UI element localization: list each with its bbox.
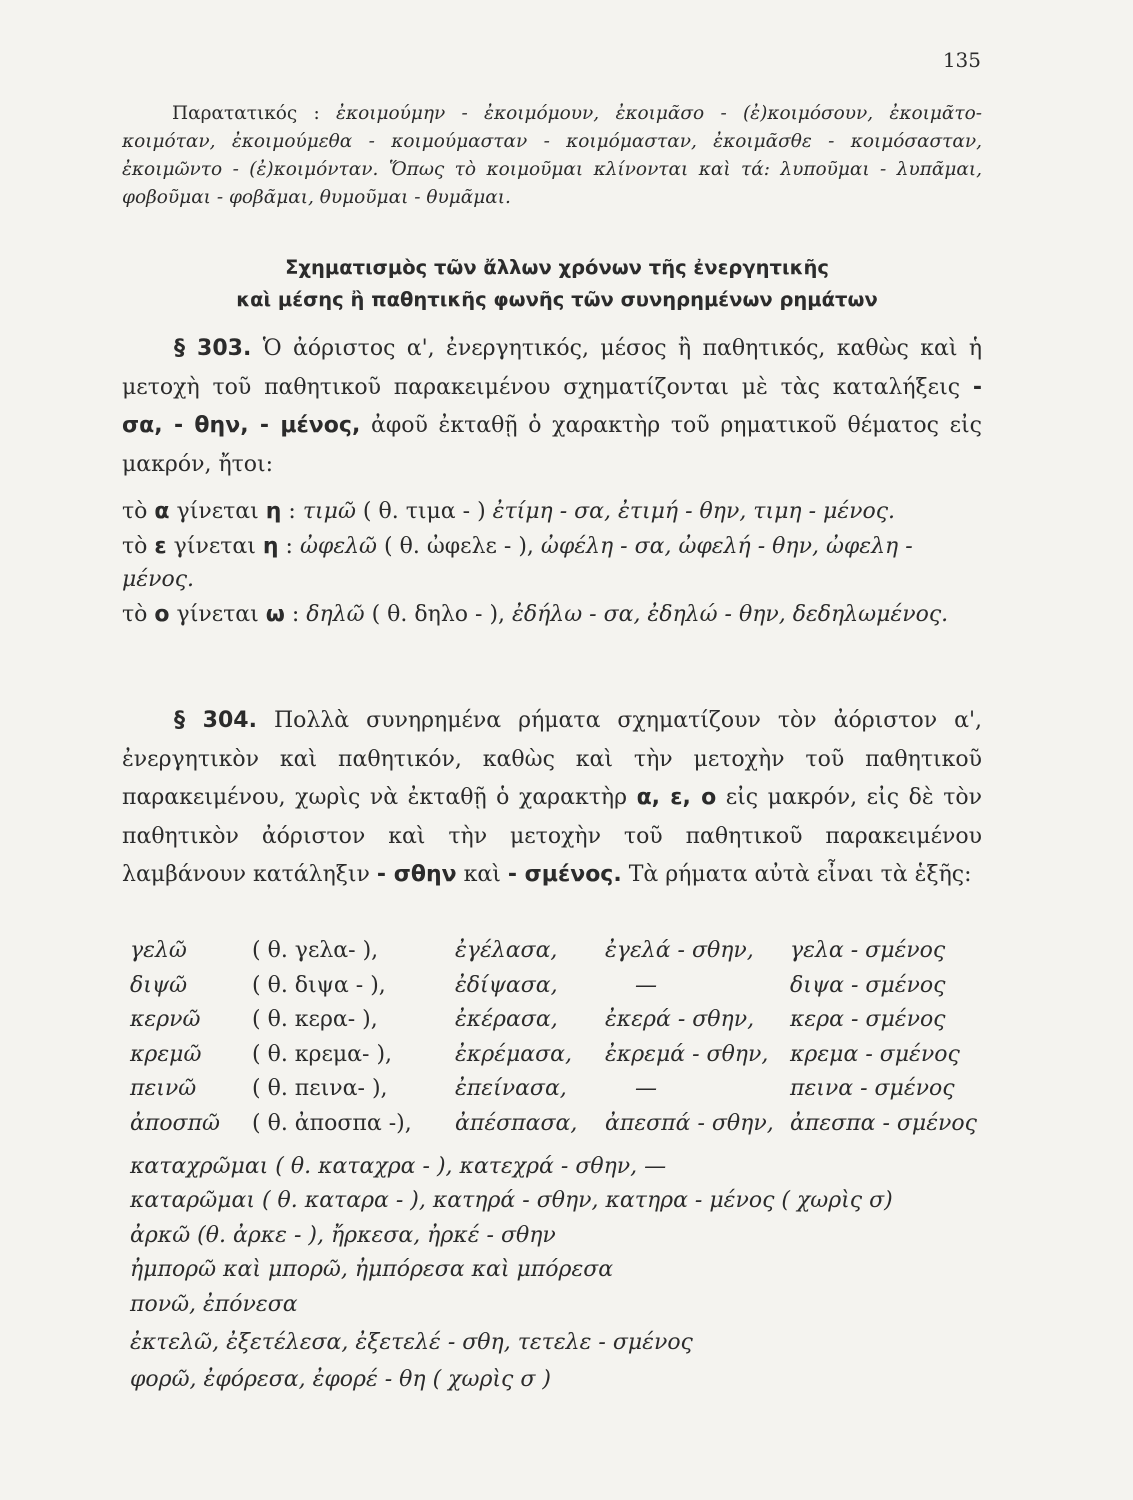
rule-example-theme: ( θ. τιμα - ) xyxy=(362,499,486,524)
passive-aorist-cell: — xyxy=(635,1076,657,1101)
rule-example-theme: ( θ. ὠφελε - ), xyxy=(384,534,534,559)
aorist-cell: ἀπέσπασα, xyxy=(455,1110,578,1136)
participle-cell: γελα - σμένος xyxy=(790,938,946,963)
passive-aorist-cell: ἐγελά - σθην, xyxy=(605,938,754,963)
heading-line-1: Σχηματισμὸς τῶν ἄλλων χρόνων τῆς ἐνεργητικῆς xyxy=(285,256,829,279)
section-heading xyxy=(122,252,992,316)
rule-vowel-from: ε xyxy=(154,534,167,559)
rule-article: τὸ xyxy=(122,534,148,559)
heading-line-2: καὶ μέσης ἢ παθητικῆς φωνῆς τῶν συνηρημένων ρημάτων xyxy=(236,288,878,311)
verb-table xyxy=(130,938,990,1145)
aorist-cell: ἐγέλασα, xyxy=(455,938,558,963)
theme-cell: ( θ. πεινα- ), xyxy=(252,1076,388,1101)
rule-vowel-to: ω xyxy=(265,602,285,627)
p304-text-1: Πολλὰ συνηρημένα ρήματα σχηματίζουν τὸν ἀόριστον α', ἐνεργητικὸν καὶ παθητικόν, καθὼς καὶ τὴν μετοχὴν τοῦ παθητικοῦ παρακειμένου, χωρὶς νὰ ἐκταθῇ ὁ χαρακτὴρ xyxy=(122,708,982,810)
theme-cell: ( θ. γελα- ), xyxy=(252,938,379,963)
aorist-cell: ἐκέρασα, xyxy=(455,1007,558,1032)
passive-aorist-cell: ἐκερά - σθην, xyxy=(605,1007,755,1032)
extra-verb-line: ἐκτελῶ, ἐξετέλεσα, ἐξετελέ - σθη, τετελε - σμένος xyxy=(130,1330,693,1355)
extra-verb-line: πονῶ, ἐπόνεσα xyxy=(130,1292,298,1317)
page-number: 135 xyxy=(942,48,981,72)
rule-example-forms: ἐδήλω - σα, ἐδηλώ - θην, δεδηλωμένος. xyxy=(512,602,949,627)
rule-example-forms: ὠφέλη - σα, ὠφελή - θην, ὠφελη - μένος. xyxy=(122,534,913,592)
rule-verb-text: γίνεται xyxy=(176,602,259,627)
section-number-303: § 303. xyxy=(174,336,252,361)
rule-vowel-to: η xyxy=(262,534,279,559)
table-row xyxy=(130,1042,990,1077)
extra-verb-line: φορῶ, ἐφόρεσα, ἐφορέ - θη ( χωρὶς σ ) xyxy=(130,1367,551,1392)
participle-cell: πεινα - σμένος xyxy=(790,1076,955,1101)
rule-verb-text: γίνεται xyxy=(173,534,256,559)
extra-verb-line: καταρῶμαι ( θ. καταρα - ), κατηρά - σθην, κατηρα - μένος ( χωρὶς σ) xyxy=(130,1188,893,1213)
rule-article: τὸ xyxy=(122,602,148,627)
p303-text-1: Ὁ ἀόριστος α', ἐνεργητικός, μέσος ἢ παθητικός, καθὼς καὶ ἡ μετοχὴ τοῦ παθητικοῦ παρακειμένου σχηματίζονται μὲ τὰς καταλήξεις xyxy=(122,336,983,400)
passive-aorist-cell: ἐκρεμά - σθην, xyxy=(605,1041,769,1067)
p303-endings: - σα, - θην, - μένος, xyxy=(122,374,982,438)
rule-vowel-from: α xyxy=(154,499,170,524)
verb-cell: ἀποσπῶ xyxy=(130,1110,220,1136)
p304-text-2: εἰς μακρόν, εἰς δὲ τὸν παθητικὸν ἀόριστον καὶ τὴν μετοχὴν τοῦ παθητικοῦ παρακειμένου λαμβάνουν κατάληξιν xyxy=(122,785,982,887)
rule-example-verb: τιμῶ xyxy=(302,499,356,524)
imperfect-note: Ὅπως τὸ κοιμοῦμαι κλίνονται καὶ τά: λυποῦμαι - λυπᾶμαι, φοβοῦμαι - φοβᾶμαι, θυμοῦμαι - θυμᾶμαι. xyxy=(122,159,982,208)
rule-example-verb: ὠφελῶ xyxy=(299,534,378,559)
table-row xyxy=(130,973,990,1008)
rule-example-verb: δηλῶ xyxy=(306,602,365,627)
extra-verb-line: ἠμπορῶ καὶ μπορῶ, ἠμπόρεσα καὶ μπόρεσα xyxy=(130,1257,614,1282)
table-row xyxy=(130,1007,990,1042)
extra-verb-line: ἀρκῶ (θ. ἀρκε - ), ἤρκεσα, ἠρκέ - σθην xyxy=(130,1223,556,1248)
rule-vowel-from: ο xyxy=(154,602,170,627)
rule-verb-text: γίνεται xyxy=(176,499,259,524)
theme-cell: ( θ. κερα- ), xyxy=(252,1007,378,1032)
rule-colon: : xyxy=(291,602,300,627)
rule-row xyxy=(122,530,982,596)
verb-cell: γελῶ xyxy=(130,938,187,963)
table-row xyxy=(130,1111,990,1146)
passive-aorist-cell: ἀπεσπά - σθην, xyxy=(605,1110,774,1136)
imperfect-label: Παρατατικός : xyxy=(172,103,320,124)
verb-cell: διψῶ xyxy=(130,972,188,998)
aorist-cell: ἐκρέμασα, xyxy=(455,1041,572,1067)
p304-text-3: καὶ xyxy=(463,862,501,887)
paragraph-304 xyxy=(122,702,982,895)
extra-verb-line: καταχρῶμαι ( θ. καταχρα - ), κατεχρά - σθην, — xyxy=(130,1154,667,1179)
participle-cell: κερα - σμένος xyxy=(790,1007,946,1032)
verb-cell: κερνῶ xyxy=(130,1007,201,1032)
participle-cell: διψα - σμένος xyxy=(790,972,946,998)
table-row xyxy=(130,1076,990,1111)
theme-cell: ( θ. κρεμα- ), xyxy=(252,1041,393,1067)
verb-cell: κρεμῶ xyxy=(130,1041,202,1067)
rule-example-theme: ( θ. δηλο - ), xyxy=(371,602,506,627)
verb-cell: πεινῶ xyxy=(130,1076,197,1101)
aorist-cell: ἐδίψασα, xyxy=(455,972,558,998)
p304-ending-smenos: - σμένος. xyxy=(507,862,622,887)
theme-cell: ( θ. ἀποσπα -), xyxy=(252,1110,412,1136)
table-row xyxy=(130,938,990,973)
p304-text-4: Τὰ ρήματα αὐτὰ εἶναι τὰ ἑξῆς: xyxy=(628,862,972,887)
theme-cell: ( θ. διψα - ), xyxy=(252,972,386,998)
lengthening-rules xyxy=(122,495,982,633)
rule-row xyxy=(122,598,982,631)
p304-characters: α, ε, ο xyxy=(636,785,717,810)
rule-colon: : xyxy=(285,534,293,559)
rule-article: τὸ xyxy=(122,499,148,524)
rule-row xyxy=(122,495,982,528)
rule-colon: : xyxy=(288,499,296,524)
paragraph-303 xyxy=(122,330,982,484)
participle-cell: ἀπεσπα - σμένος xyxy=(790,1110,977,1136)
aorist-cell: ἐπείνασα, xyxy=(455,1076,567,1101)
rule-vowel-to: η xyxy=(265,499,282,524)
p304-ending-sthin: - σθην xyxy=(376,862,457,887)
participle-cell: κρεμα - σμένος xyxy=(790,1041,960,1067)
p303-text-2: ἀφοῦ ἐκταθῇ ὁ χαρακτὴρ τοῦ ρηματικοῦ θέματος εἰς μακρόν, ἤτοι: xyxy=(122,413,983,477)
rule-example-forms: ἐτίμη - σα, ἐτιμή - θην, τιμη - μένος. xyxy=(492,499,896,524)
passive-aorist-cell: — xyxy=(635,972,657,998)
imperfect-paragraph xyxy=(122,100,982,212)
section-number-304: § 304. xyxy=(174,708,257,733)
imperfect-forms: ἐκοιμούμην - ἐκοιμόμουν, ἐκοιμᾶσο - (ἐ)κοιμόσουν, ἐκοιμᾶτο-κοιμόταν, ἐκοιμούμεθα - κοιμούμασταν - κοιμόμασταν, ἐκοιμᾶσθε - κοιμόσασταν, ἐκοιμῶντο - (ἐ)κοιμόνταν. xyxy=(122,103,982,180)
